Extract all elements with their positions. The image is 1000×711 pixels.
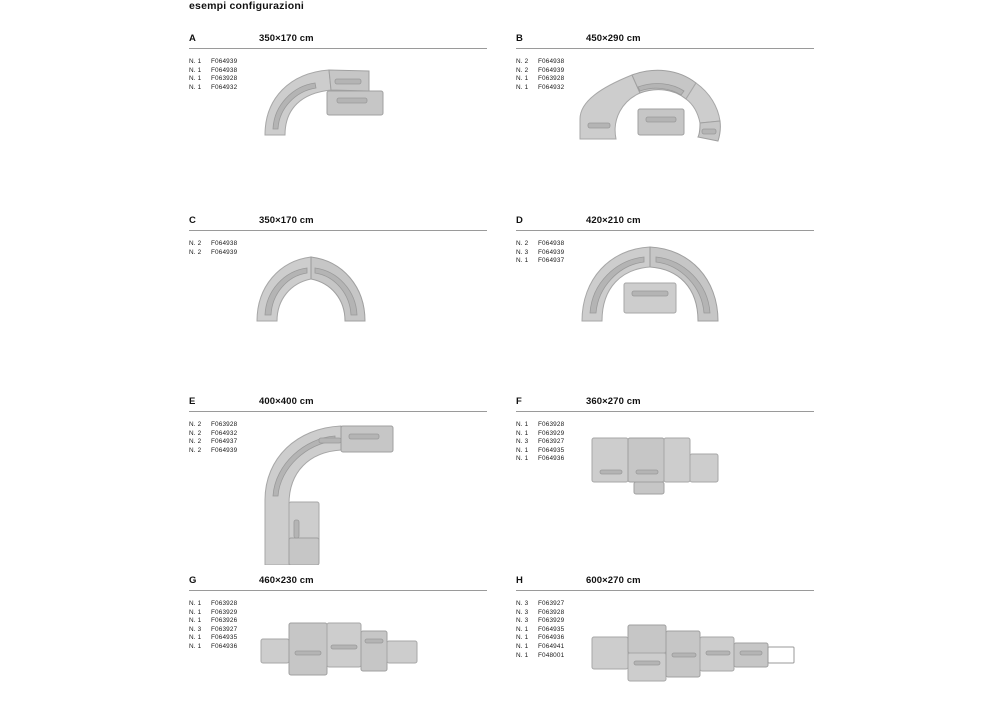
configuration-e-codes	[189, 421, 237, 455]
code-value: F063928	[538, 421, 565, 428]
code-row	[516, 67, 564, 76]
code-qty: N. 2	[189, 438, 202, 446]
code-row	[516, 240, 564, 249]
code-value: F063927	[211, 625, 238, 633]
configuration-c-dimensions: 350×170 cm	[259, 215, 314, 226]
code-qty: N. 1	[516, 83, 529, 91]
configuration-d-diagram	[578, 243, 723, 328]
code-qty: N. 1	[516, 421, 529, 428]
code-value: F064939	[538, 66, 565, 74]
code-value: F064939	[538, 248, 565, 256]
configuration-f	[516, 396, 814, 577]
code-qty: N. 3	[516, 248, 529, 256]
configuration-c	[189, 215, 487, 401]
code-qty: N. 1	[516, 455, 529, 463]
code-qty: N. 1	[189, 58, 202, 65]
configuration-h-letter: H	[516, 575, 523, 586]
code-row	[516, 626, 564, 635]
configuration-b-diagram	[578, 57, 738, 147]
code-qty: N. 1	[189, 634, 202, 642]
code-value: F064932	[211, 83, 238, 91]
configuration-g-header	[189, 575, 487, 591]
configuration-g-body	[189, 591, 487, 711]
code-qty: N. 1	[516, 446, 529, 454]
configuration-h-header	[516, 575, 814, 591]
code-row	[189, 600, 237, 609]
code-value: F064941	[538, 642, 565, 650]
configuration-c-codes	[189, 240, 237, 257]
configuration-d	[516, 215, 814, 401]
code-row	[189, 617, 237, 626]
configuration-e-letter: E	[189, 396, 196, 407]
code-row	[516, 600, 564, 609]
configuration-h	[516, 575, 814, 711]
code-row	[516, 447, 564, 456]
code-value: F064939	[211, 58, 238, 65]
configuration-e-header	[189, 396, 487, 412]
code-qty: N. 1	[516, 651, 529, 659]
code-value: F064936	[211, 642, 238, 650]
configuration-d-body	[516, 231, 814, 401]
configuration-b-body	[516, 49, 814, 224]
code-row	[189, 240, 237, 249]
code-row	[516, 249, 564, 258]
code-row	[516, 643, 564, 652]
configuration-a-body	[189, 49, 487, 224]
configuration-e-dimensions: 400×400 cm	[259, 396, 314, 407]
code-row	[189, 421, 237, 430]
code-value: F064938	[538, 58, 565, 65]
code-value: F064932	[211, 429, 238, 437]
code-row	[189, 430, 237, 439]
code-qty: N. 1	[189, 83, 202, 91]
code-value: F063928	[538, 608, 565, 616]
code-row	[516, 257, 564, 266]
code-row	[516, 455, 564, 464]
code-qty: N. 3	[516, 608, 529, 616]
configuration-g	[189, 575, 487, 711]
code-value: F064935	[538, 446, 565, 454]
code-value: F063928	[211, 421, 238, 428]
configuration-b-header	[516, 33, 814, 49]
code-value: F064935	[211, 634, 238, 642]
code-value: F063929	[211, 608, 238, 616]
code-value: F063927	[538, 438, 565, 446]
code-qty: N. 3	[516, 617, 529, 625]
code-qty: N. 1	[189, 600, 202, 607]
configuration-f-body	[516, 412, 814, 577]
code-value: F064939	[211, 446, 238, 454]
code-value: F063929	[538, 617, 565, 625]
code-qty: N. 2	[189, 240, 202, 247]
code-value: F064938	[211, 66, 238, 74]
code-value: F063926	[211, 617, 238, 625]
configuration-c-letter: C	[189, 215, 196, 226]
code-qty: N. 2	[189, 446, 202, 454]
code-value: F064938	[538, 240, 565, 247]
code-row	[516, 617, 564, 626]
code-row	[516, 652, 564, 661]
code-qty: N. 3	[516, 438, 529, 446]
code-qty: N. 1	[189, 75, 202, 83]
configuration-e-diagram	[263, 420, 403, 565]
configuration-a	[189, 33, 487, 224]
configuration-f-codes	[516, 421, 564, 464]
code-row	[516, 430, 564, 439]
code-row	[189, 609, 237, 618]
code-qty: N. 1	[189, 608, 202, 616]
configuration-e	[189, 396, 487, 577]
configuration-h-dimensions: 600×270 cm	[586, 575, 641, 586]
configuration-c-diagram	[253, 249, 373, 329]
code-value: F063929	[538, 429, 565, 437]
code-row	[516, 421, 564, 430]
code-qty: N. 1	[516, 429, 529, 437]
code-value: F064936	[538, 634, 565, 642]
code-qty: N. 1	[516, 642, 529, 650]
code-row	[189, 447, 237, 456]
code-value: F064938	[211, 240, 238, 247]
code-row	[189, 438, 237, 447]
configuration-f-diagram	[590, 436, 720, 496]
code-row	[189, 643, 237, 652]
code-qty: N. 3	[516, 600, 529, 607]
code-row	[189, 58, 237, 67]
code-qty: N. 1	[189, 642, 202, 650]
code-qty: N. 2	[516, 66, 529, 74]
configuration-c-body	[189, 231, 487, 401]
code-row	[189, 249, 237, 258]
configuration-b	[516, 33, 814, 224]
code-value: F064939	[211, 248, 238, 256]
code-qty: N. 2	[516, 240, 529, 247]
code-value: F063927	[538, 600, 565, 607]
code-row	[189, 67, 237, 76]
code-row	[189, 634, 237, 643]
configuration-a-dimensions: 350×170 cm	[259, 33, 314, 44]
code-qty: N. 1	[516, 634, 529, 642]
code-row	[516, 84, 564, 93]
configuration-h-codes	[516, 600, 564, 660]
configuration-d-letter: D	[516, 215, 523, 226]
configuration-f-header	[516, 396, 814, 412]
configuration-g-dimensions: 460×230 cm	[259, 575, 314, 586]
code-qty: N. 1	[516, 625, 529, 633]
code-row	[516, 634, 564, 643]
code-qty: N. 1	[189, 617, 202, 625]
configuration-g-letter: G	[189, 575, 197, 586]
code-qty: N. 1	[516, 257, 529, 265]
code-value: F064932	[538, 83, 565, 91]
code-value: F064937	[538, 257, 565, 265]
configuration-g-diagram	[259, 615, 419, 685]
code-qty: N. 1	[516, 75, 529, 83]
code-value: F063928	[538, 75, 565, 83]
page-title: esempi configurazioni	[189, 0, 305, 12]
configuration-b-letter: B	[516, 33, 523, 44]
code-qty: N. 2	[516, 58, 529, 65]
code-qty: N. 2	[189, 421, 202, 428]
code-value: F064935	[538, 625, 565, 633]
configuration-d-header	[516, 215, 814, 231]
code-qty: N. 2	[189, 248, 202, 256]
code-value: F063928	[211, 600, 238, 607]
code-row	[516, 438, 564, 447]
configuration-h-diagram	[590, 617, 800, 687]
configuration-a-codes	[189, 58, 237, 92]
code-row	[189, 626, 237, 635]
configuration-a-header	[189, 33, 487, 49]
configuration-f-dimensions: 360×270 cm	[586, 396, 641, 407]
code-qty: N. 3	[189, 625, 202, 633]
configuration-f-letter: F	[516, 396, 522, 407]
configuration-g-codes	[189, 600, 237, 652]
code-row	[516, 609, 564, 618]
code-qty: N. 1	[189, 66, 202, 74]
code-row	[516, 58, 564, 67]
configuration-b-dimensions: 450×290 cm	[586, 33, 641, 44]
configuration-c-header	[189, 215, 487, 231]
configuration-d-codes	[516, 240, 564, 266]
code-value: F064937	[211, 438, 238, 446]
configuration-e-body	[189, 412, 487, 577]
code-row	[189, 75, 237, 84]
configuration-h-body	[516, 591, 814, 711]
code-value: F064936	[538, 455, 565, 463]
configuration-a-letter: A	[189, 33, 196, 44]
code-qty: N. 2	[189, 429, 202, 437]
code-row	[189, 84, 237, 93]
configuration-a-diagram	[251, 59, 386, 139]
configuration-b-codes	[516, 58, 564, 92]
code-value: F048001	[538, 651, 565, 659]
code-row	[516, 75, 564, 84]
code-value: F063928	[211, 75, 238, 83]
configuration-d-dimensions: 420×210 cm	[586, 215, 641, 226]
